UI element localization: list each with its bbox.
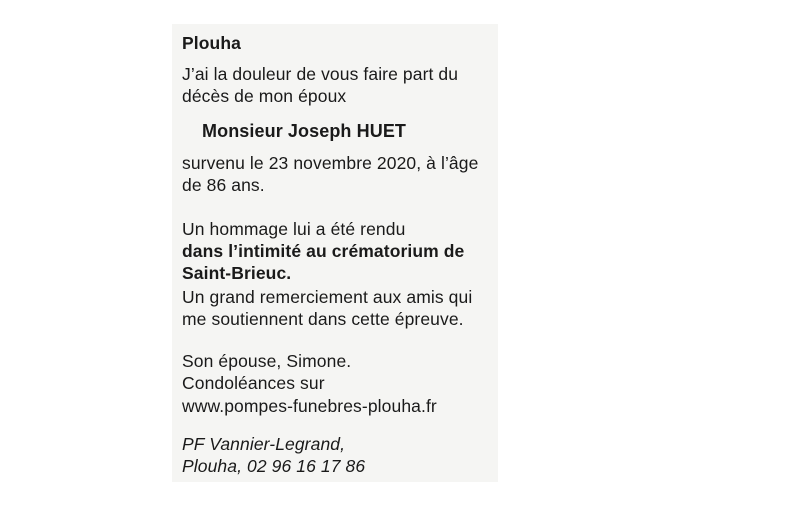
death-info-line-1: survenu le 23 novembre 2020, à l’âge (182, 153, 479, 173)
tribute-location-line-1: dans l’intimité au crématorium de (182, 241, 465, 261)
funeral-home-name: PF Vannier-Legrand, (182, 434, 346, 454)
town-heading: Plouha (182, 33, 241, 53)
intro-line-1: J’ai la douleur de vous faire part du (182, 64, 459, 84)
thanks-line-1: Un grand remerciement aux amis qui (182, 287, 473, 307)
thanks-line-2: me soutiennent dans cette épreuve. (182, 309, 464, 329)
death-info-line-2: de 86 ans. (182, 175, 265, 195)
condolences-label: Condoléances sur (182, 373, 325, 393)
deceased-name: Monsieur Joseph HUET (202, 121, 407, 141)
condolences-website: www.pompes-funebres-plouha.fr (182, 396, 437, 416)
funeral-home-contact: Plouha, 02 96 16 17 86 (182, 456, 366, 476)
signature-line: Son épouse, Simone. (182, 351, 352, 371)
obituary-notice (172, 24, 498, 482)
tribute-line: Un hommage lui a été rendu (182, 219, 406, 239)
intro-line-2: décès de mon époux (182, 86, 347, 106)
tribute-location-line-2: Saint-Brieuc. (182, 263, 292, 283)
